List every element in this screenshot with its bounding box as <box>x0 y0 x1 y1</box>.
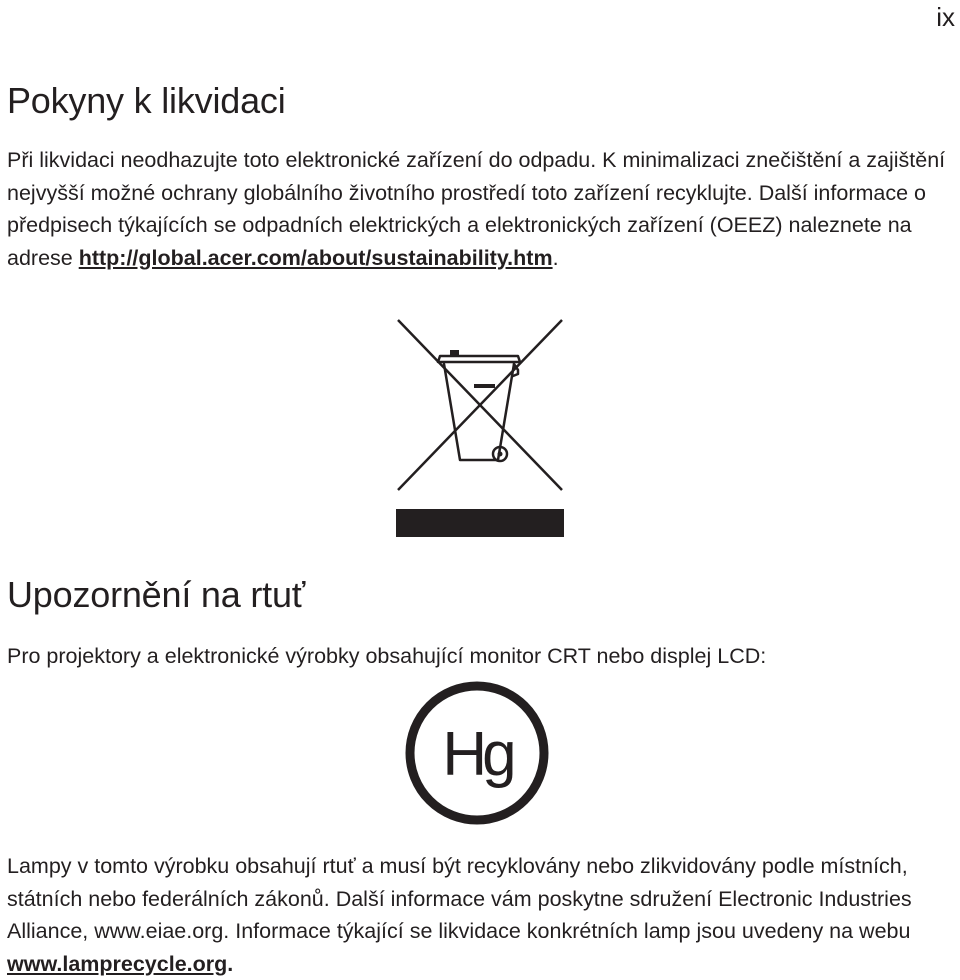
mercury-text: Lampy v tomto výrobku obsahují rtuť a musí být recyklovány nebo zlikvidovány podle místních, státních nebo federálních zákonů. Další informace vám poskytne sdružení Electronic Industries Alliance, www.eiae.org. Informace týkající se likvidace konkrétních lamp jsou uvedeny na webu <box>7 854 912 943</box>
disposal-heading: Pokyny k likvidaci <box>7 80 286 121</box>
mercury-intro: Pro projektory a elektronické výrobky obsahující monitor CRT nebo displej LCD: <box>7 644 767 668</box>
mercury-period: . <box>227 951 234 976</box>
disposal-text: Při likvidaci neodhazujte toto elektronické zařízení do odpadu. K minimalizaci znečištění a zajištění nejvyšší možné ochrany globálního životního prostředí toto zařízení recyklujte. Další informace o předpisech týkajících se odpadních elektrických a elektronických zařízení (OEEZ) naleznete na adrese <box>7 148 946 270</box>
sustainability-link[interactable]: http://global.acer.com/about/sustainability.htm <box>78 245 553 270</box>
weee-crossed-bin-icon <box>394 318 566 538</box>
lamprecycle-link[interactable]: www.lamprecycle.org <box>7 951 228 976</box>
disposal-period: . <box>552 245 559 270</box>
disposal-paragraph <box>7 144 957 274</box>
page-number: ix <box>936 2 955 32</box>
mercury-heading: Upozornění na rtuť <box>7 574 306 615</box>
mercury-paragraph <box>7 850 957 980</box>
mercury-hg-symbol <box>404 680 550 826</box>
hg-text: Hg <box>442 720 512 789</box>
